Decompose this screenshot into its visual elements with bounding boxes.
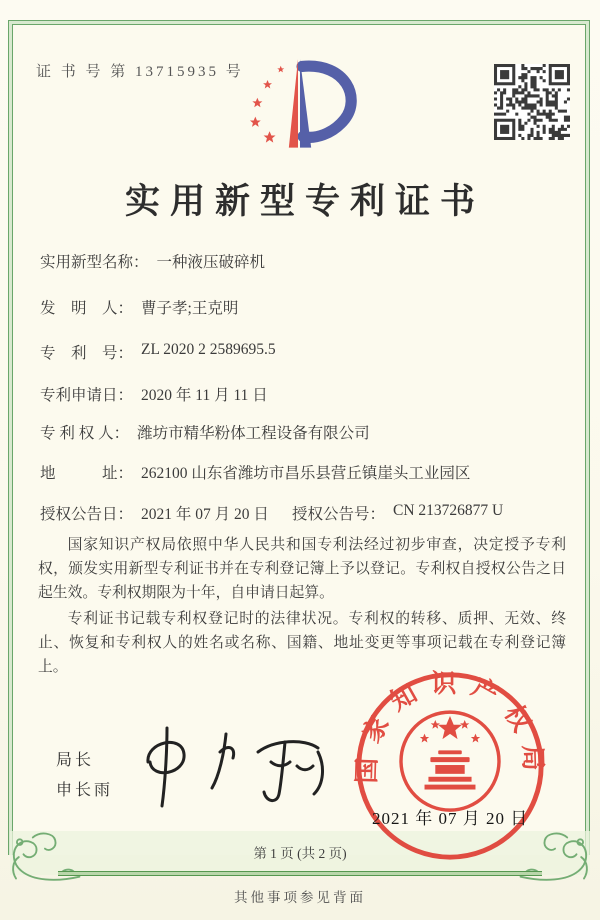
field-value: 一种液压破碎机 [156, 254, 266, 271]
seal-text: 国家知识产权局 [352, 669, 548, 784]
field-row-patentee [40, 421, 564, 443]
legal-text [38, 534, 566, 682]
field-value: 曹子孝;王克明 [141, 300, 239, 317]
national-emblem-seal-icon [352, 668, 548, 864]
signer-title: 局长 [56, 752, 95, 769]
footer-note: 其他事项参见背面 [234, 890, 366, 905]
legal-paragraph: 专利证书记载专利权登记时的法律状况。专利权的转移、质押、无效、终止、恢复和专利权人的姓名或名称、国籍、地址变更等事项记载在专利登记簿上。 [38, 610, 566, 675]
grant-date-label: 授权公告日： [40, 506, 134, 523]
field-label: 专利申请日： [40, 387, 134, 404]
field-row-filing-date [40, 383, 564, 405]
cnipa-logo-icon [233, 54, 365, 156]
field-label: 地 址： [40, 465, 134, 482]
field-label: 发 明 人： [40, 300, 134, 317]
issue-date: 2021 年 07 月 20 日 [372, 809, 529, 828]
grant-date-value: 2021 年 07 月 20 日 [141, 506, 269, 523]
field-value: ZL 2020 2 2589695.5 [141, 341, 276, 358]
field-label: 实用新型名称： [40, 254, 149, 271]
qr-code-icon [494, 64, 570, 140]
field-row-grant [40, 502, 564, 524]
handwritten-signature-icon [122, 722, 347, 814]
field-row-inventors [40, 296, 564, 318]
field-row-name [40, 250, 564, 272]
field-label: 专 利 号： [40, 345, 134, 362]
certificate-title: 实用新型专利证书 [124, 182, 485, 221]
field-row-patent-number [40, 341, 564, 363]
field-row-address [40, 461, 564, 483]
signer-name: 申长雨 [56, 782, 114, 800]
field-value: 262100 山东省潍坊市昌乐县营丘镇崖头工业园区 [141, 465, 471, 482]
field-label: 专 利 权 人： [40, 425, 130, 442]
grant-no-label: 授权公告号： [292, 506, 386, 523]
field-value: 潍坊市精华粉体工程设备有限公司 [137, 425, 370, 442]
legal-paragraph: 国家知识产权局依照中华人民共和国专利法经过初步审查，决定授予专利权，颁发实用新型专利证书并在专利登记簿上予以登记。专利权自授权公告之日起生效。专利权期限为十年，自申请日起算。 [38, 537, 566, 601]
grant-no-value: CN 213726877 U [393, 502, 504, 519]
certificate-number: 证 书 号 第 13715935 号 [36, 64, 244, 80]
signer-block [56, 746, 113, 807]
field-value: 2020 年 11 月 11 日 [141, 387, 268, 404]
page-info: 第 1 页 (共 2 页) [253, 846, 347, 861]
